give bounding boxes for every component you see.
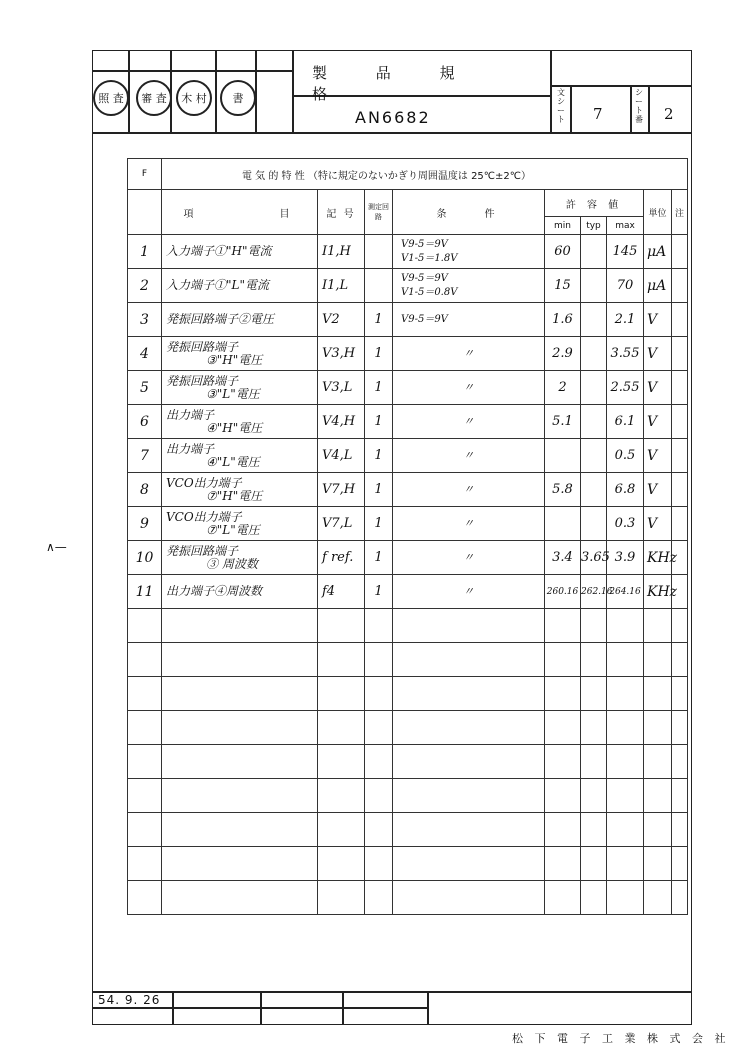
note [672, 507, 688, 541]
symbol: f ref. [318, 541, 365, 575]
min-value: 2.9 [545, 337, 581, 371]
empty-cell [393, 711, 545, 745]
condition-line: 〃 [463, 516, 474, 530]
empty-cell [545, 779, 581, 813]
empty-cell [318, 813, 365, 847]
empty-cell [545, 643, 581, 677]
min-value: 5.1 [545, 405, 581, 439]
empty-row [128, 779, 688, 813]
max-value: 2.1 [607, 303, 644, 337]
item-name [162, 507, 318, 541]
table-row [128, 507, 688, 541]
max-value: 6.1 [607, 405, 644, 439]
item-name-line: VCO出力端子 [166, 509, 242, 524]
typ-value [581, 269, 607, 303]
empty-cell [128, 643, 162, 677]
condition-line: 〃 [463, 448, 474, 462]
empty-cell [607, 847, 644, 881]
table-row [128, 303, 688, 337]
item-name-line: 発振回路端子 [166, 339, 239, 354]
item-name-subline: ③"L"電圧 [206, 386, 260, 401]
empty-row [128, 847, 688, 881]
symbol: V3,L [318, 371, 365, 405]
corner-mark: F [128, 159, 162, 190]
table-row [128, 371, 688, 405]
empty-cell [365, 609, 393, 643]
table-row [128, 337, 688, 371]
typ-value [581, 473, 607, 507]
empty-cell [672, 643, 688, 677]
empty-cell [162, 677, 318, 711]
empty-cell [607, 779, 644, 813]
empty-cell [607, 813, 644, 847]
model-number: AN6682 [355, 108, 431, 127]
empty-cell [581, 711, 607, 745]
table-row [128, 269, 688, 303]
approval-stamp: 書 [220, 80, 256, 116]
empty-cell [545, 813, 581, 847]
empty-cell [644, 609, 672, 643]
max-value: 70 [607, 269, 644, 303]
empty-cell [162, 609, 318, 643]
circuit: 1 [365, 371, 393, 405]
stamp-divider [292, 50, 294, 132]
empty-cell [545, 745, 581, 779]
condition [393, 371, 545, 405]
item-name [162, 541, 318, 575]
col-unit-header: 単位 [644, 190, 672, 235]
empty-cell [162, 643, 318, 677]
symbol: V2 [318, 303, 365, 337]
item-name-line: 発振回路端子②電圧 [166, 312, 275, 326]
unit: V [644, 439, 672, 473]
item-name-line: 出力端子④周波数 [166, 584, 263, 598]
item-name-subline: ⑦"H"電圧 [206, 488, 263, 503]
condition-line: 〃 [463, 482, 474, 496]
table-row [128, 235, 688, 269]
item-name-line: 出力端子 [166, 441, 215, 456]
item-name-line: 入力端子①"H"電流 [166, 244, 272, 258]
table-row [128, 473, 688, 507]
condition [393, 439, 545, 473]
doc-number-label: 文シート [557, 88, 565, 124]
sheet-divider [630, 85, 632, 132]
empty-cell [365, 847, 393, 881]
max-value: 3.55 [607, 337, 644, 371]
typ-value: 3.65 [581, 541, 607, 575]
item-name-line: VCO出力端子 [166, 475, 242, 490]
note [672, 235, 688, 269]
empty-cell [672, 813, 688, 847]
item-name [162, 473, 318, 507]
empty-cell [607, 711, 644, 745]
symbol: V7,H [318, 473, 365, 507]
company-name: 松 下 電 子 工 業 株 式 会 社 [512, 1032, 730, 1045]
unit: V [644, 337, 672, 371]
doc-number-value: 7 [593, 105, 603, 123]
empty-cell [672, 779, 688, 813]
approval-stamp: 審 査 [136, 80, 172, 116]
empty-cell [607, 609, 644, 643]
condition [393, 405, 545, 439]
symbol: f4 [318, 575, 365, 609]
sheet-number-value: 2 [664, 105, 674, 123]
col-note-header: 注 [672, 190, 688, 235]
footer-divider [260, 991, 262, 1025]
empty-cell [644, 847, 672, 881]
row-number: 3 [128, 303, 162, 337]
sheet-label-divider [648, 85, 650, 132]
empty-cell [393, 813, 545, 847]
circuit: 1 [365, 541, 393, 575]
empty-cell [365, 711, 393, 745]
col-circuit-header: 測定回路 [365, 190, 393, 235]
table-row [128, 405, 688, 439]
empty-cell [318, 881, 365, 915]
footer-line [92, 991, 692, 993]
empty-cell [607, 677, 644, 711]
typ-value [581, 371, 607, 405]
circuit: 1 [365, 337, 393, 371]
col-typ-header: typ [581, 217, 607, 235]
row-number: 6 [128, 405, 162, 439]
condition-line: V9-5＝9V [401, 313, 448, 325]
note [672, 371, 688, 405]
empty-cell [365, 779, 393, 813]
symbol: V7,L [318, 507, 365, 541]
empty-cell [365, 813, 393, 847]
condition-line: V9-5＝9V [401, 238, 448, 250]
circuit [365, 269, 393, 303]
unit: KHz [644, 541, 672, 575]
empty-cell [393, 677, 545, 711]
min-value [545, 507, 581, 541]
empty-cell [545, 609, 581, 643]
empty-row [128, 677, 688, 711]
item-name-subline: ④"H"電圧 [206, 420, 263, 435]
item-name [162, 337, 318, 371]
row-number: 7 [128, 439, 162, 473]
col-symbol-header: 記 号 [318, 190, 365, 235]
empty-cell [672, 711, 688, 745]
row-number: 2 [128, 269, 162, 303]
col-max-header: max [607, 217, 644, 235]
empty-cell [393, 779, 545, 813]
circuit: 1 [365, 439, 393, 473]
max-value: 0.5 [607, 439, 644, 473]
empty-cell [672, 881, 688, 915]
empty-cell [545, 847, 581, 881]
section-title: 電 気 的 特 性 （特に規定のないかぎり周囲温度は 25℃±2℃） [162, 159, 688, 190]
condition [393, 269, 545, 303]
empty-cell [162, 813, 318, 847]
empty-cell [128, 711, 162, 745]
symbol: I1,L [318, 269, 365, 303]
min-value [545, 439, 581, 473]
stamp-divider [215, 50, 217, 132]
unit: V [644, 507, 672, 541]
circuit: 1 [365, 507, 393, 541]
unit: V [644, 405, 672, 439]
footer-divider [427, 991, 429, 1025]
empty-cell [318, 779, 365, 813]
empty-cell [128, 745, 162, 779]
item-name [162, 235, 318, 269]
row-number: 1 [128, 235, 162, 269]
item-name-line: 発振回路端子 [166, 543, 239, 558]
empty-row [128, 609, 688, 643]
max-value: 3.9 [607, 541, 644, 575]
min-value: 15 [545, 269, 581, 303]
empty-cell [672, 847, 688, 881]
empty-cell [365, 745, 393, 779]
typ-value [581, 405, 607, 439]
empty-cell [581, 643, 607, 677]
condition-line: 〃 [463, 550, 474, 564]
table-row [128, 575, 688, 609]
min-value: 3.4 [545, 541, 581, 575]
empty-cell [545, 881, 581, 915]
max-value: 145 [607, 235, 644, 269]
circuit [365, 235, 393, 269]
empty-cell [318, 643, 365, 677]
min-value: 1.6 [545, 303, 581, 337]
item-name-subline: ⑦"L"電圧 [206, 522, 260, 537]
footer-divider [342, 991, 344, 1025]
empty-cell [318, 677, 365, 711]
empty-cell [162, 779, 318, 813]
empty-cell [607, 745, 644, 779]
symbol: V4,L [318, 439, 365, 473]
empty-cell [318, 745, 365, 779]
typ-value [581, 337, 607, 371]
condition [393, 303, 545, 337]
note [672, 405, 688, 439]
empty-row [128, 813, 688, 847]
doc-box-top [550, 85, 692, 87]
unit: μA [644, 269, 672, 303]
item-name [162, 303, 318, 337]
empty-cell [644, 677, 672, 711]
item-name-line: 出力端子 [166, 407, 215, 422]
empty-cell [162, 745, 318, 779]
header-divider [92, 70, 292, 72]
row-number: 8 [128, 473, 162, 507]
empty-row [128, 643, 688, 677]
sheet-number-label: シート番 [635, 88, 643, 124]
empty-cell [393, 745, 545, 779]
empty-cell [365, 677, 393, 711]
condition-line: V1-5＝0.8V [401, 286, 458, 298]
empty-cell [393, 847, 545, 881]
circuit: 1 [365, 405, 393, 439]
empty-cell [128, 847, 162, 881]
empty-cell [393, 609, 545, 643]
condition-line: 〃 [463, 380, 474, 394]
empty-cell [672, 677, 688, 711]
document-title: 製 品 規 格 [312, 64, 477, 103]
item-name [162, 405, 318, 439]
empty-cell [393, 643, 545, 677]
approval-stamp: 木 村 [176, 80, 212, 116]
row-number: 10 [128, 541, 162, 575]
condition [393, 337, 545, 371]
col-item-header: 項 目 [162, 190, 318, 235]
note [672, 337, 688, 371]
item-name [162, 439, 318, 473]
condition [393, 507, 545, 541]
item-name-subline: ③"H"電圧 [206, 352, 263, 367]
electrical-characteristics-table [127, 158, 688, 915]
row-number: 11 [128, 575, 162, 609]
table-row [128, 541, 688, 575]
circuit: 1 [365, 303, 393, 337]
condition [393, 473, 545, 507]
unit: μA [644, 235, 672, 269]
empty-cell [128, 813, 162, 847]
min-value: 2 [545, 371, 581, 405]
unit: V [644, 371, 672, 405]
empty-row [128, 745, 688, 779]
margin-tick: ∧— [46, 540, 67, 554]
empty-cell [644, 745, 672, 779]
empty-cell [581, 609, 607, 643]
col-min-header: min [545, 217, 581, 235]
empty-cell [162, 881, 318, 915]
typ-value [581, 235, 607, 269]
unit: V [644, 303, 672, 337]
min-value: 260.16 [545, 575, 581, 609]
item-name [162, 269, 318, 303]
approval-stamp: 照 査 [93, 80, 129, 116]
symbol: I1,H [318, 235, 365, 269]
empty-cell [318, 847, 365, 881]
empty-cell [128, 677, 162, 711]
empty-cell [644, 779, 672, 813]
empty-cell [644, 813, 672, 847]
col-condition-header: 条 件 [393, 190, 545, 235]
condition-line: 〃 [463, 346, 474, 360]
row-number: 4 [128, 337, 162, 371]
typ-value: 262.16 [581, 575, 607, 609]
empty-cell [162, 847, 318, 881]
row-number: 5 [128, 371, 162, 405]
note [672, 473, 688, 507]
empty-cell [672, 609, 688, 643]
unit: V [644, 473, 672, 507]
empty-cell [545, 711, 581, 745]
typ-value [581, 507, 607, 541]
stamp-divider [255, 50, 257, 132]
condition-line: 〃 [463, 414, 474, 428]
circuit: 1 [365, 575, 393, 609]
empty-cell [581, 847, 607, 881]
empty-cell [128, 881, 162, 915]
empty-cell [545, 677, 581, 711]
empty-cell [128, 609, 162, 643]
note [672, 303, 688, 337]
empty-cell [128, 779, 162, 813]
item-name-subline: ④"L"電圧 [206, 454, 260, 469]
empty-cell [162, 711, 318, 745]
item-name [162, 575, 318, 609]
min-value: 5.8 [545, 473, 581, 507]
empty-cell [581, 745, 607, 779]
symbol: V4,H [318, 405, 365, 439]
doc-label-divider [570, 85, 572, 132]
stamp-divider [128, 50, 130, 132]
unit: KHz [644, 575, 672, 609]
revision-date: 54. 9. 26 [98, 993, 161, 1007]
empty-row [128, 711, 688, 745]
min-value: 60 [545, 235, 581, 269]
header-bottom-line [92, 132, 692, 134]
max-value: 264.16 [607, 575, 644, 609]
empty-cell [581, 677, 607, 711]
table-row [128, 439, 688, 473]
empty-cell [581, 813, 607, 847]
empty-cell [318, 711, 365, 745]
empty-cell [365, 643, 393, 677]
empty-cell [581, 779, 607, 813]
condition [393, 575, 545, 609]
note [672, 269, 688, 303]
empty-row [128, 881, 688, 915]
symbol: V3,H [318, 337, 365, 371]
item-name-subline: ③ 周波数 [206, 556, 258, 571]
empty-cell [318, 609, 365, 643]
empty-cell [644, 711, 672, 745]
empty-cell [607, 643, 644, 677]
col-tolerance-header: 許 容 値 [545, 190, 644, 217]
item-name [162, 371, 318, 405]
empty-cell [393, 881, 545, 915]
condition [393, 541, 545, 575]
item-name-line: 入力端子①"L"電流 [166, 278, 270, 292]
empty-cell [644, 643, 672, 677]
condition-line: V9-5＝9V [401, 272, 448, 284]
condition-line: V1-5＝1.8V [401, 252, 458, 264]
max-value: 2.55 [607, 371, 644, 405]
max-value: 0.3 [607, 507, 644, 541]
empty-cell [365, 881, 393, 915]
note [672, 439, 688, 473]
row-number: 9 [128, 507, 162, 541]
circuit: 1 [365, 473, 393, 507]
empty-cell [644, 881, 672, 915]
empty-cell [581, 881, 607, 915]
max-value: 6.8 [607, 473, 644, 507]
typ-value [581, 303, 607, 337]
condition [393, 235, 545, 269]
title-right-divider [550, 50, 552, 132]
item-name-line: 発振回路端子 [166, 373, 239, 388]
typ-value [581, 439, 607, 473]
empty-cell [607, 881, 644, 915]
footer-divider [172, 991, 174, 1025]
condition-line: 〃 [463, 584, 474, 598]
empty-cell [672, 745, 688, 779]
